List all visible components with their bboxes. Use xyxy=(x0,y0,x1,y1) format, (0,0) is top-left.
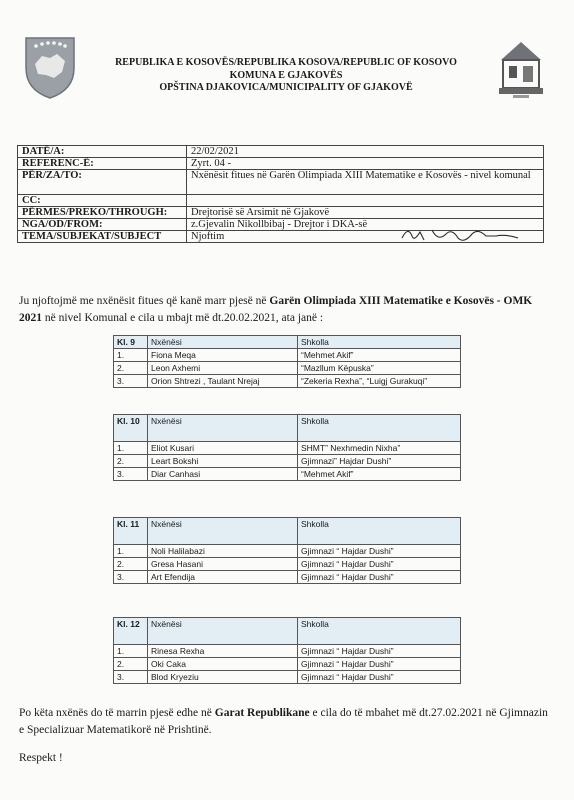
column-school-header: Shkolla xyxy=(298,518,461,545)
rank-cell: 1. xyxy=(114,442,148,455)
meta-label: TEMA/SUBJEKAT/SUBJECT xyxy=(18,231,187,243)
table-row xyxy=(114,442,461,455)
meta-value: z.Gjevalin Nikollbibaj - Drejtor i DKA-së xyxy=(187,219,544,231)
meta-value: 22/02/2021 xyxy=(187,146,544,158)
meta-label: PËR/ZA/TO: xyxy=(18,170,187,195)
letterhead-line-1: REPUBLIKA E KOSOVËS/REPUBLIKA KOSOVA/REPUBLIC OF KOSOVO xyxy=(115,57,457,68)
rank-cell: 2. xyxy=(114,362,148,375)
meta-label: DATË/A: xyxy=(18,146,187,158)
table-row xyxy=(114,468,461,481)
rank-cell: 3. xyxy=(114,671,148,684)
column-student-header: Nxënësi xyxy=(148,618,298,645)
school-cell: “Mehmet Akif” xyxy=(298,349,461,362)
table-row xyxy=(114,455,461,468)
intro-text-2: në nivel Komunal e cila u mbajt më dt.20.02.2021, ata janë : xyxy=(42,312,324,324)
school-cell: Gjimnazi “ Hajdar Dushi” xyxy=(298,558,461,571)
school-cell: “Mehmet Akif” xyxy=(298,468,461,481)
student-cell: Gresa Hasani xyxy=(148,558,298,571)
school-cell: Gjimnazi “ Hajdar Dushi” xyxy=(298,671,461,684)
rank-cell: 2. xyxy=(114,658,148,671)
grade-label: Kl. 9 xyxy=(114,336,148,349)
student-cell: Rinesa Rexha xyxy=(148,645,298,658)
letterhead xyxy=(0,30,574,110)
gjakova-municipality-emblem-icon xyxy=(493,38,549,100)
table-row xyxy=(114,362,461,375)
closing-paragraph xyxy=(19,705,554,739)
rank-cell: 3. xyxy=(114,468,148,481)
sign-off: Respekt ! xyxy=(19,752,63,764)
intro-competition-name: Garën Olimpiada XIII Matematike e Kosovës - OMK 2021 xyxy=(19,295,533,324)
school-cell: “Zekeria Rexha”, “Luigj Gurakuqi” xyxy=(298,375,461,388)
grade-9-table xyxy=(113,335,461,388)
meta-label: NGA/OD/FROM: xyxy=(18,219,187,231)
student-cell: Oki Caka xyxy=(148,658,298,671)
grade-12-table xyxy=(113,617,461,684)
school-cell: Gjimnazi “ Hajdar Dushi” xyxy=(298,658,461,671)
meta-label: REFERENC-Ë: xyxy=(18,158,187,170)
column-school-header: Shkolla xyxy=(298,336,461,349)
student-cell: Leon Axhemi xyxy=(148,362,298,375)
school-cell: SHMT” Nexhmedin Nixha” xyxy=(298,442,461,455)
meta-row-to xyxy=(18,170,544,195)
grade-table-header xyxy=(114,415,461,442)
rank-cell: 1. xyxy=(114,645,148,658)
grade-11-table xyxy=(113,517,461,584)
letterhead-text xyxy=(86,57,486,95)
meta-value: Drejtorisë së Arsimit në Gjakovë xyxy=(187,207,544,219)
table-row xyxy=(114,349,461,362)
column-school-header: Shkolla xyxy=(298,415,461,442)
column-student-header: Nxënësi xyxy=(148,518,298,545)
student-cell: Fiona Meqa xyxy=(148,349,298,362)
handwritten-signature xyxy=(398,224,528,246)
meta-value: Nxënësit fitues në Garën Olimpiada XIII Matematike e Kosovës - nivel komunal xyxy=(187,170,544,195)
letterhead-line-3: OPŠTINA DJAKOVICA/MUNICIPALITY OF GJAKOVË xyxy=(159,82,413,93)
column-student-header: Nxënësi xyxy=(148,336,298,349)
grade-10-table xyxy=(113,414,461,481)
intro-paragraph xyxy=(19,293,554,327)
kosovo-coat-of-arms-icon xyxy=(22,34,78,100)
student-cell: Blod Kryeziu xyxy=(148,671,298,684)
table-row xyxy=(114,645,461,658)
meta-label: CC: xyxy=(18,195,187,207)
school-cell: Gjimnazi “ Hajdar Dushi” xyxy=(298,545,461,558)
meta-row-cc xyxy=(18,195,544,207)
table-row xyxy=(114,545,461,558)
student-cell: Leart Bokshi xyxy=(148,455,298,468)
rank-cell: 3. xyxy=(114,375,148,388)
meta-row-through xyxy=(18,207,544,219)
closing-text-2: e cila do të mbahet më dt.27.02.2021 në Gjimnazin e Specializuar Matematikorë në Prishtinë. xyxy=(19,707,548,736)
table-row xyxy=(114,658,461,671)
student-cell: Art Efendija xyxy=(148,571,298,584)
table-row xyxy=(114,375,461,388)
grade-label: Kl. 10 xyxy=(114,415,148,442)
student-cell: Noli Halilabazi xyxy=(148,545,298,558)
grade-table-header xyxy=(114,618,461,645)
meta-label: PËRMES/PREKO/THROUGH: xyxy=(18,207,187,219)
meta-row-reference xyxy=(18,158,544,170)
column-student-header: Nxënësi xyxy=(148,415,298,442)
rank-cell: 1. xyxy=(114,545,148,558)
rank-cell: 2. xyxy=(114,558,148,571)
table-row xyxy=(114,558,461,571)
school-cell: Gjimnazi “ Hajdar Dushi” xyxy=(298,645,461,658)
grade-label: Kl. 12 xyxy=(114,618,148,645)
letterhead-line-2: KOMUNA E GJAKOVËS xyxy=(229,69,343,81)
meta-value xyxy=(187,195,544,207)
rank-cell: 3. xyxy=(114,571,148,584)
column-school-header: Shkolla xyxy=(298,618,461,645)
meta-value: Njoftim xyxy=(187,231,544,243)
student-cell: Orion Shtrezi , Taulant Nrejaj xyxy=(148,375,298,388)
rank-cell: 2. xyxy=(114,455,148,468)
intro-text-1: Ju njoftojmë me nxënësit fitues që kanë marr pjesë në xyxy=(19,295,270,307)
grade-table-header xyxy=(114,336,461,349)
table-row xyxy=(114,671,461,684)
meta-row-date xyxy=(18,146,544,158)
meta-value: Zyrt. 04 - xyxy=(187,158,544,170)
student-cell: Diar Canhasi xyxy=(148,468,298,481)
school-cell: Gjimnazi “ Hajdar Dushi” xyxy=(298,571,461,584)
rank-cell: 1. xyxy=(114,349,148,362)
closing-event-name: Garat Republikane xyxy=(214,707,310,719)
closing-text-1: Po këta nxënës do të marrin pjesë edhe në xyxy=(19,707,215,719)
grade-table-header xyxy=(114,518,461,545)
grade-label: Kl. 11 xyxy=(114,518,148,545)
school-cell: Gjimnazi” Hajdar Dushi” xyxy=(298,455,461,468)
student-cell: Eliot Kusari xyxy=(148,442,298,455)
school-cell: “Mazllum Këpuska” xyxy=(298,362,461,375)
table-row xyxy=(114,571,461,584)
